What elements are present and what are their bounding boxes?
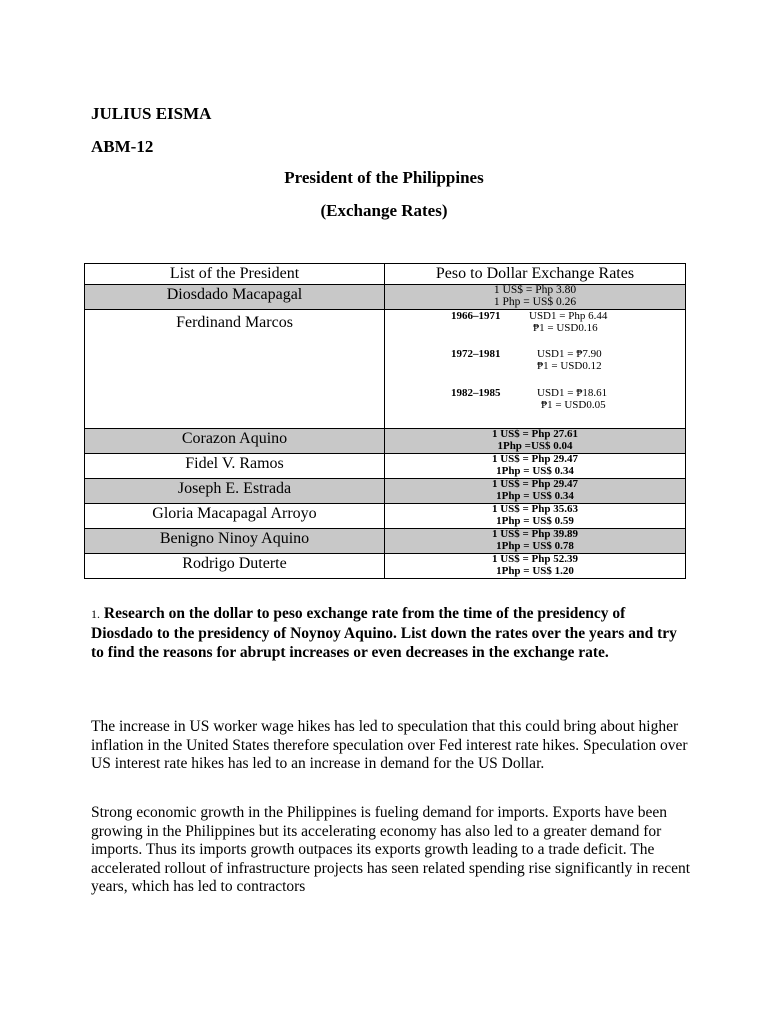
php-to-usd-rate: ₱1 = USD0.16 [533, 322, 598, 334]
period-block [451, 310, 681, 336]
usd-to-php-rate: USD1 = ₱18.61 [537, 387, 608, 399]
usd-to-php-rate: 1 US$ = Php 52.39 [491, 553, 579, 565]
question-text: Research on the dollar to peso exchange rate from the time of the presidency of Diosdado to the presidency of Noynoy Aquino. List down the rates over the years and try to find the reasons for abrupt increases or even decreases in the exchange rate. [91, 605, 677, 661]
president-name: Gloria Macapagal Arroyo [85, 504, 385, 529]
president-name: Fidel V. Ramos [85, 454, 385, 479]
php-to-usd-rate: 1Php = US$ 0.59 [496, 514, 574, 527]
rate-cell [385, 285, 686, 310]
usd-to-php-rate: 1 US$ = Php 39.89 [491, 528, 579, 540]
period-block [451, 348, 681, 374]
president-name: Rodrigo Duterte [85, 554, 385, 579]
rate-cell [385, 529, 686, 554]
php-to-usd-rate: ₱1 = USD0.05 [541, 399, 606, 411]
period-years: 1966–1971 [451, 310, 501, 322]
table-row [85, 454, 686, 479]
table-row [85, 504, 686, 529]
usd-to-php-rate: 1 US$ = Php 35.63 [491, 503, 579, 515]
php-to-usd-rate: ₱1 = USD0.12 [537, 360, 602, 372]
php-to-usd-rate: 1Php = US$ 1.20 [496, 564, 574, 577]
president-name: Diosdado Macapagal [85, 285, 385, 310]
table-row [85, 479, 686, 504]
php-to-usd-rate: 1 Php = US$ 0.26 [493, 295, 577, 308]
period-years: 1982–1985 [451, 387, 501, 399]
research-question [91, 604, 691, 662]
question-number: 1. [91, 607, 100, 621]
table-row [85, 429, 686, 454]
usd-to-php-rate: USD1 = Php 6.44 [529, 310, 608, 322]
usd-to-php-rate: 1 US$ = Php 29.47 [491, 478, 579, 490]
rate-cell [385, 554, 686, 579]
usd-to-php-rate: 1 US$ = Php 29.47 [491, 453, 579, 465]
president-name: Joseph E. Estrada [85, 479, 385, 504]
table-row [85, 310, 686, 429]
rate-cell [385, 504, 686, 529]
usd-to-php-rate: 1 US$ = Php 27.61 [491, 428, 579, 440]
exchange-rate-table [84, 263, 686, 579]
president-name: Ferdinand Marcos [85, 310, 385, 429]
usd-to-php-rate: 1 US$ = Php 3.80 [493, 284, 577, 296]
column-header-rates: Peso to Dollar Exchange Rates [385, 264, 686, 285]
student-name: JULIUS EISMA [91, 104, 212, 123]
page-title: President of the Philippines [284, 168, 484, 187]
section-label: ABM-12 [91, 137, 154, 156]
table-row [85, 554, 686, 579]
rate-cell [385, 479, 686, 504]
php-to-usd-rate: 1Php = US$ 0.78 [496, 539, 574, 552]
page-subtitle: (Exchange Rates) [320, 201, 448, 220]
period-block [451, 387, 681, 413]
rate-cell [385, 310, 686, 429]
rate-cell [385, 429, 686, 454]
usd-to-php-rate: USD1 = ₱7.90 [537, 348, 602, 360]
answer-paragraph: The increase in US worker wage hikes has led to speculation that this could bring about higher inflation in the United States therefore speculation over Fed interest rate hikes. Speculation over US interest rate hikes has led to an increase in demand for the US Dollar. [91, 718, 688, 772]
php-to-usd-rate: 1Php = US$ 0.34 [496, 489, 574, 502]
president-name: Benigno Ninoy Aquino [85, 529, 385, 554]
table-row [85, 529, 686, 554]
table-header-row [85, 264, 686, 285]
rate-cell [385, 454, 686, 479]
president-name: Corazon Aquino [85, 429, 385, 454]
period-years: 1972–1981 [451, 348, 501, 360]
table-row [85, 285, 686, 310]
marcos-periods [385, 310, 685, 428]
php-to-usd-rate: 1Php = US$ 0.34 [496, 464, 574, 477]
answer-paragraph: Strong economic growth in the Philippines is fueling demand for imports. Exports have been growing in the Philippines but its accelerating economy has also led to a greater demand for imports. Thus its imports growth outpaces its exports growth leading to a trade deficit. The accelerated rollout of infrastructure projects has seen related spending rise significantly in recent years, which has led to contractors [91, 804, 691, 895]
php-to-usd-rate: 1Php =US$ 0.04 [497, 439, 573, 452]
column-header-president: List of the President [85, 264, 385, 285]
